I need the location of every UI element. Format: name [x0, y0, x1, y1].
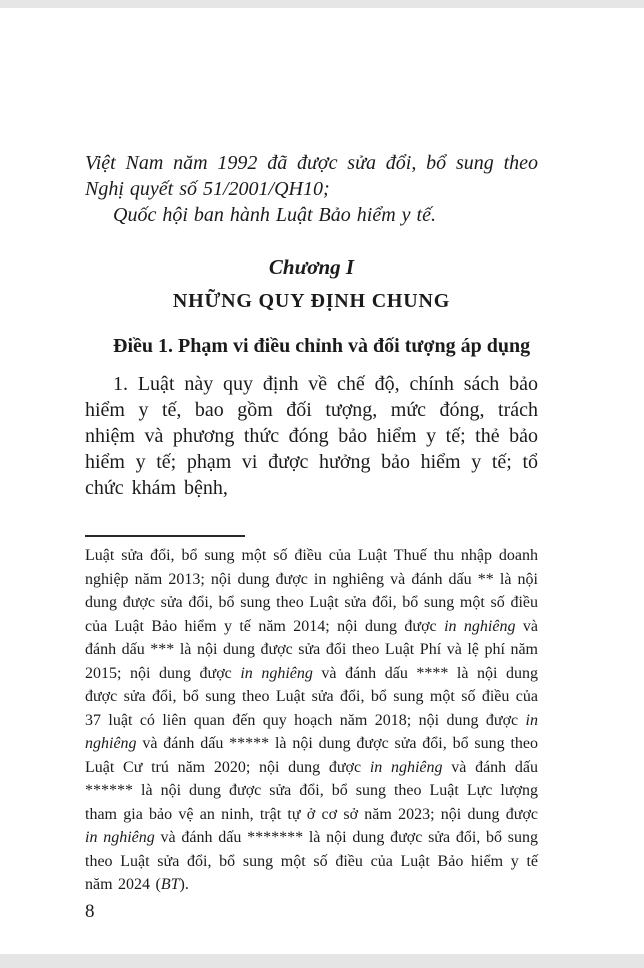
page-content: [85, 0, 538, 924]
footnote-text: Luật sửa đổi, bổ sung một số điều của Luật Thuế thu nhập doanh nghiệp năm 2013; nội dung được in nghiêng và đánh dấu ** là nội dung được sửa đổi, bổ sung theo Luật sửa đổi, bổ sung một số điều của Luật Bảo hiểm y tế năm 2014; nội dung được in nghiêng và đánh dấu *** là nội dung được sửa đổi theo Luật Phí và lệ phí năm 2015; nội dung được in nghiêng và đánh dấu **** là nội dung được sửa đổi, bổ sung theo Luật sửa đổi, bổ sung một số điều của 37 luật có liên quan đến quy hoạch năm 2018; nội dung được in nghiêng và đánh dấu ***** là nội dung được sửa đổi, bổ sung theo Luật Cư trú năm 2020; nội dung được in nghiêng và đánh dấu ****** là nội dung được sửa đổi, bổ sung theo Luật Lực lượng tham gia bảo vệ an ninh, trật tự ở cơ sở năm 2023; nội dung được in nghiêng và đánh dấu ******* là nội dung được sửa đổi, bổ sung theo Luật sửa đổi, bổ sung một số điều của Luật Bảo hiểm y tế năm 2024 (BT).: [85, 547, 539, 893]
scan-edge-bottom: [0, 954, 644, 968]
footnote-separator-rule: [85, 535, 245, 537]
chapter-title: NHỮNG QUY ĐỊNH CHUNG: [172, 290, 451, 312]
page-number: 8: [85, 900, 95, 922]
chapter-label: Chương I: [268, 255, 355, 279]
intro-paragraph-continuation: Việt Nam năm 1992 đã được sửa đổi, bổ sung theo Nghị quyết số 51/2001/QH10;: [85, 152, 538, 200]
intro-paragraph-enactment: Quốc hội ban hành Luật Bảo hiểm y tế.: [113, 204, 436, 226]
article-paragraph-1: 1. Luật này quy định về chế độ, chính sách bảo hiểm y tế, bao gồm đối tượng, mức đóng, trách nhiệm và phương thức đóng bảo hiểm y tế; thẻ bảo hiểm y tế; phạm vi được hưởng bảo hiểm y tế; tổ chức khám bệnh,: [85, 373, 538, 499]
intro-block: [85, 150, 538, 228]
article-heading: Điều 1. Phạm vi điều chỉnh và đối tượng áp dụng: [113, 335, 531, 357]
